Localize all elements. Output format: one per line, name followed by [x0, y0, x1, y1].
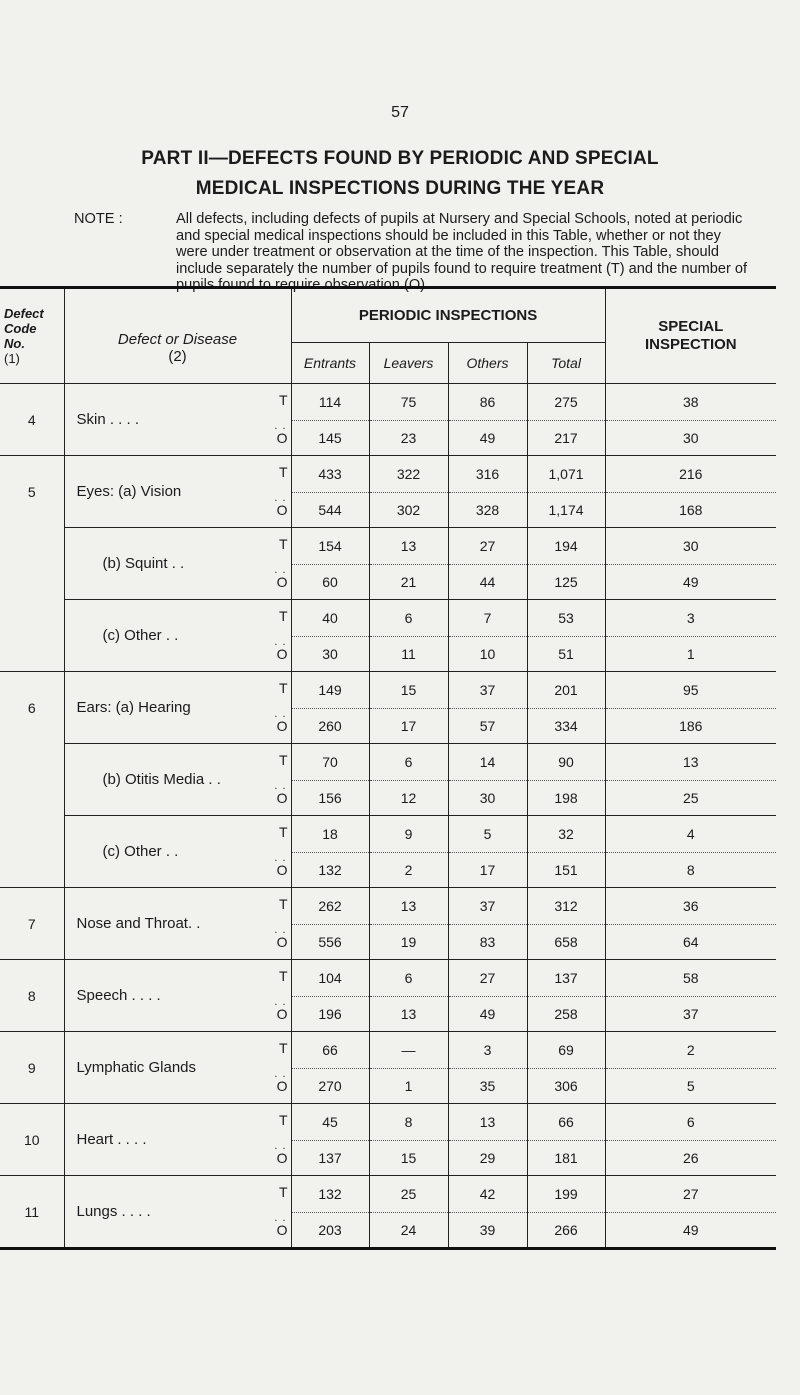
note-text: All defects, including defects of pupils at Nursery and Special Schools, noted at periodic and special medical inspections should be included in this Table, whether or not they were under treatment or observation at the time of the inspection. This Table, should include separately the number of pupils found to require treatment (T) and the number of pupils found to require observation (O). — [176, 211, 748, 294]
leavers-observation-value: 23 — [369, 421, 448, 456]
others-observation-value: 328 — [448, 493, 527, 528]
leavers-treatment-value: 322 — [369, 456, 448, 493]
defect-name: (b) Squint . . — [102, 555, 185, 572]
others-observation-value: 10 — [448, 637, 527, 672]
entrants-observation-value: 544 — [291, 493, 369, 528]
total-observation-value: 334 — [527, 709, 605, 744]
table-row — [0, 816, 776, 853]
observation-label: O — [276, 646, 288, 662]
defect-code: 9 — [0, 1032, 64, 1104]
others-treatment-value: 37 — [448, 672, 527, 709]
entrants-observation-value: 132 — [291, 853, 369, 888]
observation-label: O — [276, 1222, 288, 1238]
leader-dots: . . — [274, 996, 287, 1008]
others-treatment-value: 3 — [448, 1032, 527, 1069]
leader-dots: . . — [274, 492, 287, 504]
leader-dots: . . — [274, 1140, 287, 1152]
special-treatment-value: 36 — [683, 898, 699, 914]
total-observation-value: 151 — [527, 853, 605, 888]
observation-label: O — [276, 502, 288, 518]
table-row — [0, 528, 776, 565]
leavers-observation-value: 15 — [369, 1141, 448, 1176]
entrants-treatment-value: 40 — [291, 600, 369, 637]
leavers-observation-value: 21 — [369, 565, 448, 600]
leader-dots: . . — [274, 852, 287, 864]
defect-name-cell — [64, 1176, 291, 1249]
defect-name: Heart . . . . — [76, 1131, 147, 1148]
header-special: SPECIAL INSPECTION — [605, 288, 776, 384]
header-defect: Defect or Disease (2) — [64, 288, 291, 384]
others-treatment-value: 5 — [448, 816, 527, 853]
treatment-label: T — [278, 968, 288, 984]
observation-label: O — [276, 430, 288, 446]
leader-dots: . . — [274, 924, 287, 936]
defect-name: Lymphatic Glands — [76, 1059, 197, 1076]
treatment-label: T — [278, 824, 288, 840]
defect-name: Nose and Throat. . — [76, 915, 201, 932]
total-treatment-value: 275 — [527, 384, 605, 421]
leavers-observation-value: 13 — [369, 997, 448, 1032]
total-treatment-value: 66 — [527, 1104, 605, 1141]
leavers-observation-value: 11 — [369, 637, 448, 672]
defect-code: 11 — [0, 1176, 64, 1249]
treatment-label: T — [278, 536, 288, 552]
special-treatment-value: 95 — [683, 682, 699, 698]
special-observation-value: 30 — [605, 421, 776, 456]
others-observation-value: 57 — [448, 709, 527, 744]
observation-label: O — [276, 718, 288, 734]
leader-dots: . . — [274, 636, 287, 648]
treatment-label: T — [278, 1112, 288, 1128]
others-treatment-value: 86 — [448, 384, 527, 421]
defect-name: (c) Other . . — [102, 843, 179, 860]
special-observation-value: 168 — [605, 493, 776, 528]
others-observation-value: 35 — [448, 1069, 527, 1104]
others-observation-value: 30 — [448, 781, 527, 816]
special-treatment-value: 6 — [686, 1114, 695, 1130]
leavers-treatment-value: 6 — [369, 600, 448, 637]
leader-dots: . . — [274, 420, 287, 432]
entrants-observation-value: 196 — [291, 997, 369, 1032]
special-observation-value: 64 — [605, 925, 776, 960]
header-leavers: Leavers — [369, 343, 448, 384]
leavers-observation-value: 17 — [369, 709, 448, 744]
defect-name-cell — [64, 888, 291, 960]
leader-dots: . . — [274, 564, 287, 576]
leavers-treatment-value: 8 — [369, 1104, 448, 1141]
observation-label: O — [276, 1006, 288, 1022]
total-observation-value: 266 — [527, 1213, 605, 1249]
entrants-observation-value: 145 — [291, 421, 369, 456]
special-treatment-value: 216 — [679, 466, 703, 482]
defect-name: Ears: (a) Hearing — [76, 699, 191, 716]
leavers-treatment-value: 9 — [369, 816, 448, 853]
treatment-label: T — [278, 752, 288, 768]
entrants-treatment-value: 132 — [291, 1176, 369, 1213]
entrants-observation-value: 30 — [291, 637, 369, 672]
treatment-label: T — [278, 680, 288, 696]
header-periodic: PERIODIC INSPECTIONS — [291, 288, 605, 343]
observation-label: O — [276, 1150, 288, 1166]
special-observation-value: 1 — [605, 637, 776, 672]
total-treatment-value: 137 — [527, 960, 605, 997]
others-observation-value: 44 — [448, 565, 527, 600]
observation-label: O — [276, 934, 288, 950]
special-observation-value: 186 — [605, 709, 776, 744]
leader-dots: . . — [274, 780, 287, 792]
defect-name: Speech . . . . — [76, 987, 161, 1004]
others-treatment-value: 42 — [448, 1176, 527, 1213]
leavers-observation-value: 24 — [369, 1213, 448, 1249]
special-treatment-value: 3 — [686, 610, 695, 626]
treatment-label: T — [278, 608, 288, 624]
header-entrants: Entrants — [291, 343, 369, 384]
leavers-observation-value: 12 — [369, 781, 448, 816]
special-observation-value: 5 — [605, 1069, 776, 1104]
header-total: Total — [527, 343, 605, 384]
defect-name-cell — [64, 744, 291, 816]
table-row — [0, 672, 776, 709]
total-observation-value: 217 — [527, 421, 605, 456]
defects-table — [0, 286, 776, 1250]
defect-name-cell — [64, 1032, 291, 1104]
defect-code: 4 — [0, 384, 64, 456]
defect-name-cell — [64, 528, 291, 600]
leavers-treatment-value: 15 — [369, 672, 448, 709]
entrants-observation-value: 260 — [291, 709, 369, 744]
defect-name-cell — [64, 960, 291, 1032]
observation-label: O — [276, 1078, 288, 1094]
others-treatment-value: 14 — [448, 744, 527, 781]
leavers-treatment-value: — — [369, 1032, 448, 1069]
entrants-observation-value: 556 — [291, 925, 369, 960]
special-observation-value: 26 — [605, 1141, 776, 1176]
observation-label: O — [276, 790, 288, 806]
table-row — [0, 384, 776, 421]
defect-name-cell — [64, 816, 291, 888]
entrants-treatment-value: 433 — [291, 456, 369, 493]
total-observation-value: 125 — [527, 565, 605, 600]
defect-name: Skin . . . . — [76, 411, 140, 428]
leavers-treatment-value: 6 — [369, 960, 448, 997]
defect-code: 8 — [0, 960, 64, 1032]
leavers-observation-value: 19 — [369, 925, 448, 960]
special-observation-value: 25 — [605, 781, 776, 816]
total-treatment-value: 32 — [527, 816, 605, 853]
header-others: Others — [448, 343, 527, 384]
special-treatment-value: 30 — [683, 538, 699, 554]
defect-name: (b) Otitis Media . . — [102, 771, 221, 788]
defect-code — [0, 600, 64, 672]
table-row — [0, 1104, 776, 1141]
special-treatment-value: 2 — [686, 1042, 695, 1058]
treatment-label: T — [278, 392, 288, 408]
special-treatment-value: 38 — [683, 394, 699, 410]
table-row — [0, 600, 776, 637]
entrants-treatment-value: 66 — [291, 1032, 369, 1069]
leavers-observation-value: 302 — [369, 493, 448, 528]
note-label: NOTE : — [74, 211, 123, 227]
entrants-treatment-value: 45 — [291, 1104, 369, 1141]
leader-dots: . . — [274, 708, 287, 720]
table-row — [0, 456, 776, 493]
others-treatment-value: 13 — [448, 1104, 527, 1141]
entrants-treatment-value: 262 — [291, 888, 369, 925]
others-observation-value: 83 — [448, 925, 527, 960]
others-observation-value: 29 — [448, 1141, 527, 1176]
entrants-observation-value: 156 — [291, 781, 369, 816]
treatment-label: T — [278, 896, 288, 912]
entrants-treatment-value: 70 — [291, 744, 369, 781]
defect-name: Lungs . . . . — [76, 1203, 151, 1220]
leavers-treatment-value: 75 — [369, 384, 448, 421]
defect-code — [0, 528, 64, 600]
entrants-treatment-value: 149 — [291, 672, 369, 709]
others-observation-value: 49 — [448, 997, 527, 1032]
total-treatment-value: 53 — [527, 600, 605, 637]
treatment-label: T — [278, 1040, 288, 1056]
others-observation-value: 39 — [448, 1213, 527, 1249]
defect-code: 10 — [0, 1104, 64, 1176]
others-treatment-value: 27 — [448, 528, 527, 565]
treatment-label: T — [278, 464, 288, 480]
defect-code — [0, 744, 64, 816]
defect-name-cell — [64, 672, 291, 744]
total-observation-value: 181 — [527, 1141, 605, 1176]
defect-code: 6 — [0, 672, 64, 744]
others-treatment-value: 7 — [448, 600, 527, 637]
total-treatment-value: 199 — [527, 1176, 605, 1213]
others-treatment-value: 27 — [448, 960, 527, 997]
total-observation-value: 658 — [527, 925, 605, 960]
special-treatment-value: 13 — [683, 754, 699, 770]
entrants-observation-value: 203 — [291, 1213, 369, 1249]
title-line-1: PART II—DEFECTS FOUND BY PERIODIC AND SPECIAL — [141, 148, 659, 169]
entrants-treatment-value: 154 — [291, 528, 369, 565]
entrants-observation-value: 137 — [291, 1141, 369, 1176]
leavers-treatment-value: 13 — [369, 888, 448, 925]
special-treatment-value: 27 — [683, 1186, 699, 1202]
table-row — [0, 744, 776, 781]
total-observation-value: 198 — [527, 781, 605, 816]
others-treatment-value: 37 — [448, 888, 527, 925]
total-treatment-value: 194 — [527, 528, 605, 565]
leavers-observation-value: 2 — [369, 853, 448, 888]
defect-name-cell — [64, 456, 291, 528]
special-observation-value: 49 — [605, 1213, 776, 1249]
total-observation-value: 258 — [527, 997, 605, 1032]
others-observation-value: 49 — [448, 421, 527, 456]
total-treatment-value: 90 — [527, 744, 605, 781]
leavers-treatment-value: 25 — [369, 1176, 448, 1213]
observation-label: O — [276, 574, 288, 590]
entrants-treatment-value: 18 — [291, 816, 369, 853]
special-observation-value: 8 — [605, 853, 776, 888]
leavers-treatment-value: 6 — [369, 744, 448, 781]
page-title — [0, 144, 800, 204]
defect-name: Eyes: (a) Vision — [76, 483, 182, 500]
others-treatment-value: 316 — [448, 456, 527, 493]
defect-code: 5 — [0, 456, 64, 528]
special-observation-value: 37 — [605, 997, 776, 1032]
special-observation-value: 49 — [605, 565, 776, 600]
entrants-observation-value: 60 — [291, 565, 369, 600]
defect-name: (c) Other . . — [102, 627, 179, 644]
special-treatment-value: 4 — [686, 826, 695, 842]
entrants-treatment-value: 104 — [291, 960, 369, 997]
special-treatment-value: 58 — [683, 970, 699, 986]
leader-dots: . . — [274, 1212, 287, 1224]
defect-name-cell — [64, 384, 291, 456]
defect-code: 7 — [0, 888, 64, 960]
others-observation-value: 17 — [448, 853, 527, 888]
table-row — [0, 1032, 776, 1069]
header-code: Defect Code No. (1) — [0, 288, 64, 384]
table-row — [0, 960, 776, 997]
entrants-treatment-value: 114 — [291, 384, 369, 421]
total-treatment-value: 312 — [527, 888, 605, 925]
total-observation-value: 1,174 — [527, 493, 605, 528]
total-treatment-value: 69 — [527, 1032, 605, 1069]
observation-label: O — [276, 862, 288, 878]
total-observation-value: 51 — [527, 637, 605, 672]
defect-name-cell — [64, 600, 291, 672]
total-observation-value: 306 — [527, 1069, 605, 1104]
leavers-observation-value: 1 — [369, 1069, 448, 1104]
leavers-treatment-value: 13 — [369, 528, 448, 565]
leader-dots: . . — [274, 1068, 287, 1080]
title-line-2: MEDICAL INSPECTIONS DURING THE YEAR — [195, 178, 605, 199]
table-row — [0, 1176, 776, 1213]
treatment-label: T — [278, 1184, 288, 1200]
table-row — [0, 888, 776, 925]
total-treatment-value: 1,071 — [527, 456, 605, 493]
defect-name-cell — [64, 1104, 291, 1176]
entrants-observation-value: 270 — [291, 1069, 369, 1104]
defect-code — [0, 816, 64, 888]
total-treatment-value: 201 — [527, 672, 605, 709]
page-number: 57 — [391, 104, 409, 121]
